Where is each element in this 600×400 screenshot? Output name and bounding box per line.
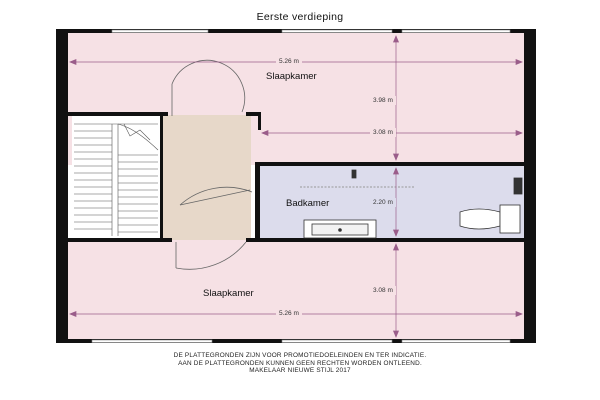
- disclaimer-line-3: MAKELAAR NIEUWE STIJL 2017: [249, 367, 351, 375]
- disclaimer: [0, 352, 600, 375]
- dimension-label-bottom-width: 5.26 m: [276, 309, 302, 318]
- room-label-slaapkamer-bottom: Slaapkamer: [203, 288, 254, 299]
- stairwell-floor: [72, 115, 160, 240]
- tap-icon: [352, 170, 356, 178]
- bedroom-bottom-floor: [68, 240, 524, 340]
- floor-title: Eerste verdieping: [256, 11, 344, 23]
- disclaimer-line-2: AAN DE PLATTEGRONDEN KUNNEN GEEN RECHTEN WORDEN ONTLEEND.: [178, 359, 422, 367]
- dimension-label-top-depth: 3.08 m: [370, 128, 396, 137]
- dimension-label-bath-depth: 2.20 m: [370, 198, 396, 207]
- hallway-floor: [163, 115, 251, 240]
- toilet: [460, 209, 500, 229]
- dimension-label-top-width: 5.26 m: [276, 57, 302, 66]
- radiator: [514, 178, 522, 194]
- disclaimer-line-1: DE PLATTEGRONDEN ZIJN VOOR PROMOTIEDOELEINDEN EN TER INDICATIE.: [173, 352, 427, 359]
- room-label-badkamer: Badkamer: [286, 198, 330, 209]
- dimension-label-top-height: 3.98 m: [370, 96, 396, 105]
- dimension-label-bottom-depth: 3.08 m: [370, 286, 396, 295]
- room-label-slaapkamer-top: Slaapkamer: [266, 71, 317, 82]
